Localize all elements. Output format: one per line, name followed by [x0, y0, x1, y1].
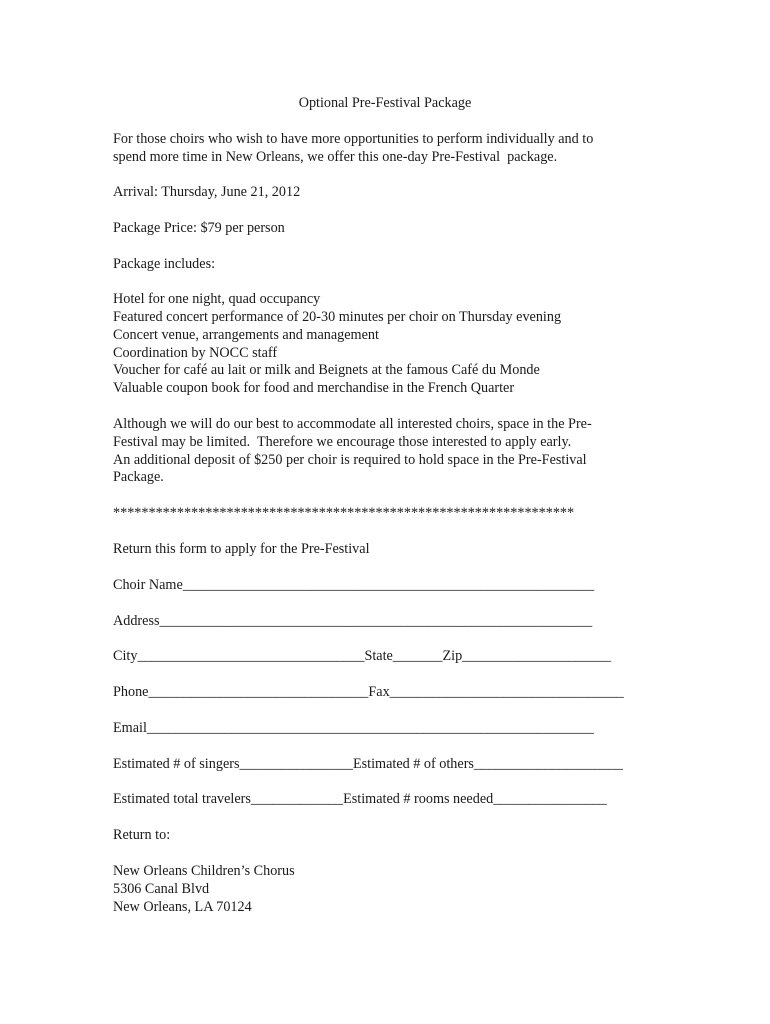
form-heading: Return this form to apply for the Pre-Festival [113, 541, 370, 557]
includes-item: Hotel for one night, quad occupancy [113, 291, 321, 307]
arrival-text: Arrival: Thursday, June 21, 2012 [113, 184, 301, 200]
address-line: New Orleans Children’s Chorus [113, 863, 295, 879]
includes-item: Coordination by NOCC staff [113, 345, 278, 361]
phone-fax-field[interactable]: Phone_______________________________Fax_________________________________ [113, 684, 624, 700]
city-state-zip-field[interactable]: City________________________________State_______Zip_____________________ [113, 648, 612, 664]
return-to-heading: Return to: [113, 827, 171, 843]
note-line: An additional deposit of $250 per choir is required to hold space in the Pre-Festival [113, 452, 587, 468]
note-line: Package. [113, 469, 164, 485]
address-line: New Orleans, LA 70124 [113, 899, 252, 915]
email-field[interactable]: Email_______________________________________________________________ [113, 720, 594, 736]
price-text: Package Price: $79 per person [113, 220, 285, 236]
includes-item: Concert venue, arrangements and management [113, 327, 379, 343]
includes-item: Featured concert performance of 20-30 minutes per choir on Thursday evening [113, 309, 562, 325]
separator: ***************************************************************** [113, 505, 575, 521]
includes-item: Valuable coupon book for food and merchandise in the French Quarter [113, 380, 515, 396]
address-line: 5306 Canal Blvd [113, 881, 210, 897]
includes-item: Voucher for café au lait or milk and Beignets at the famous Café du Monde [113, 362, 540, 378]
singers-others-field[interactable]: Estimated # of singers________________Estimated # of others_____________________ [113, 756, 623, 772]
page-title: Optional Pre-Festival Package [298, 95, 472, 111]
choir-name-field[interactable]: Choir Name__________________________________________________________ [113, 577, 595, 593]
includes-heading: Package includes: [113, 256, 216, 272]
note-line: Festival may be limited. Therefore we encourage those interested to apply early. [113, 434, 572, 450]
travelers-rooms-field[interactable]: Estimated total travelers_____________Estimated # rooms needed________________ [113, 791, 607, 807]
note-line: Although we will do our best to accommodate all interested choirs, space in the Pre- [113, 416, 592, 432]
address-field[interactable]: Address_____________________________________________________________ [113, 613, 593, 629]
intro-line: spend more time in New Orleans, we offer this one-day Pre-Festival package. [113, 149, 558, 165]
intro-line: For those choirs who wish to have more opportunities to perform individually and to [113, 131, 594, 147]
